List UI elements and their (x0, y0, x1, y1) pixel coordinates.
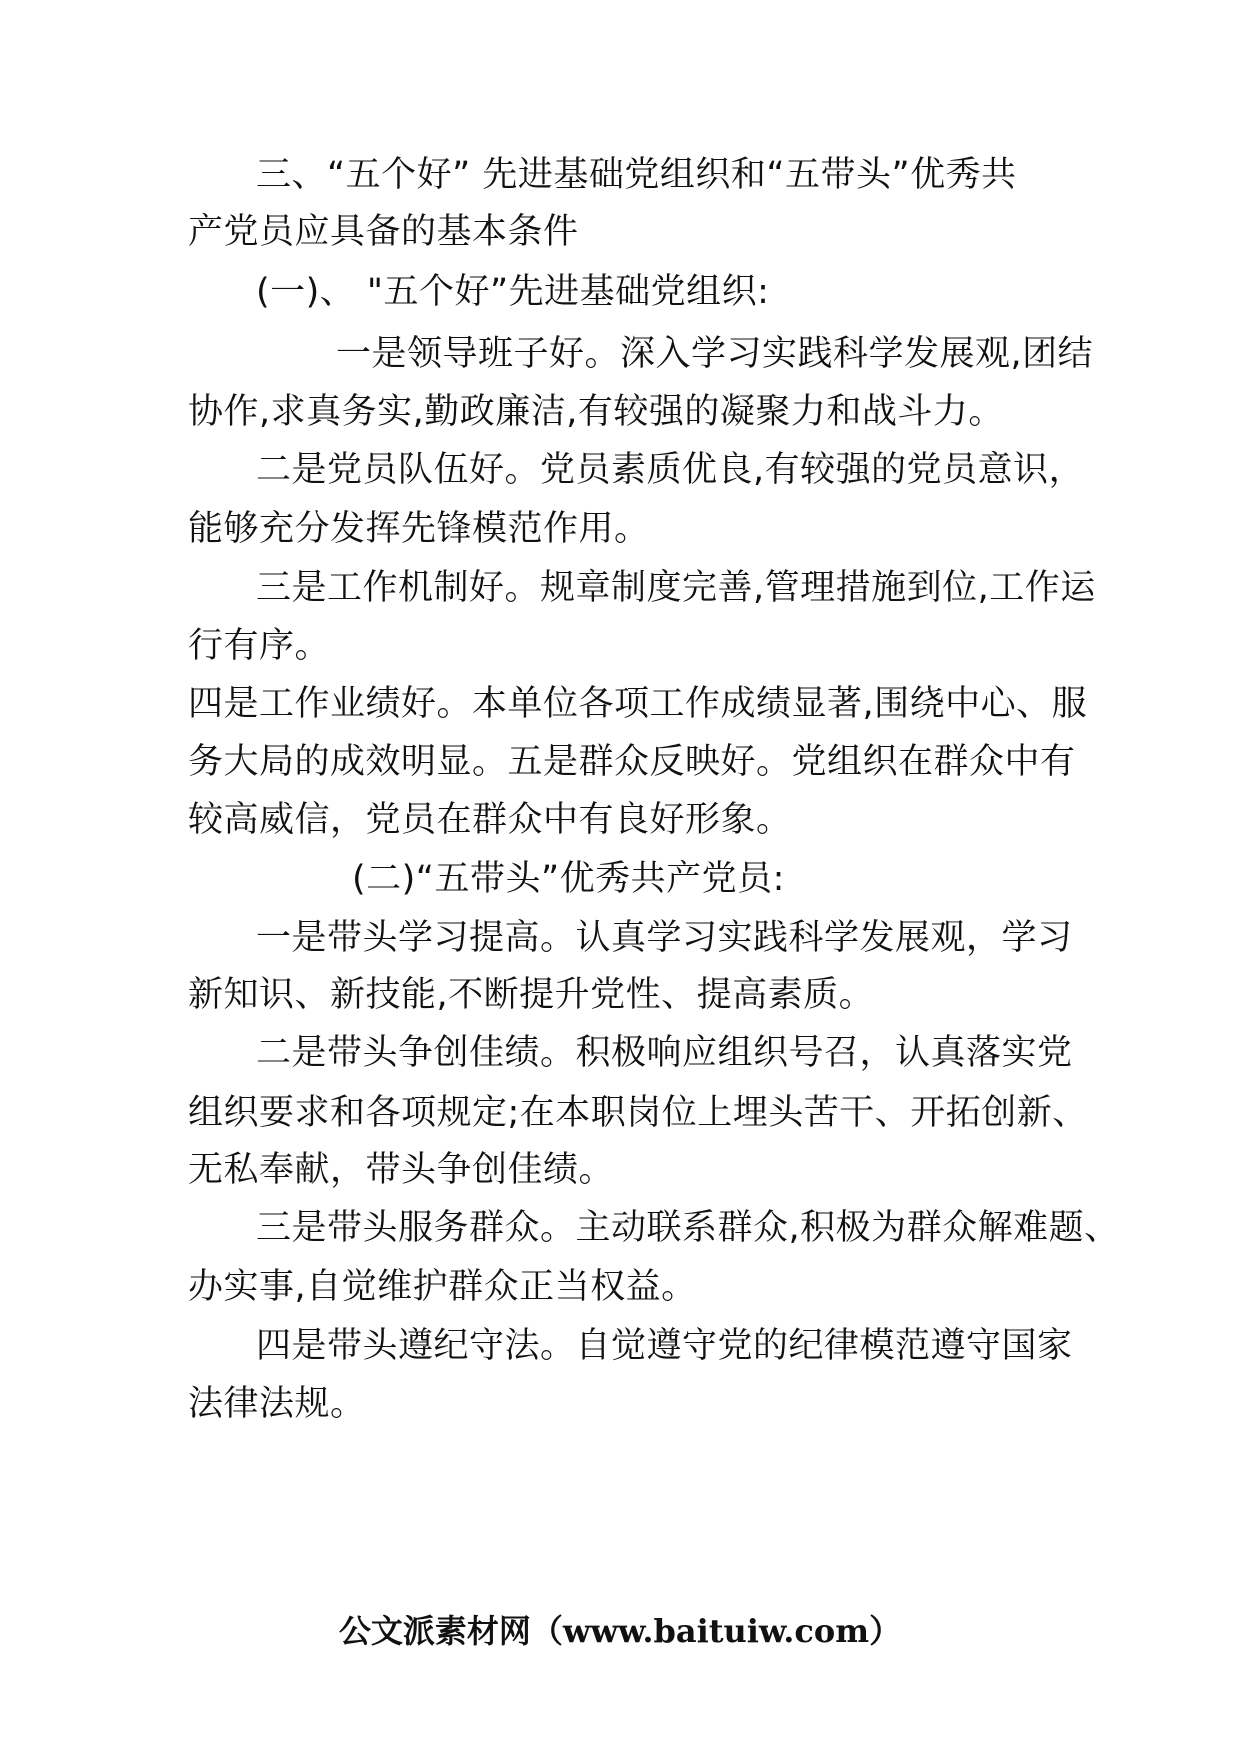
paragraph-line: 四是带头遵纪守法。自觉遵守党的纪律模范遵守国家 (256, 1326, 1073, 1366)
paragraph-line: 组织要求和各项规定;在本职岗位上埋头苦干、开拓创新、 (188, 1093, 1088, 1133)
paragraph-line: 二是带头争创佳绩。积极响应组织号召，认真落实党 (256, 1033, 1073, 1073)
paragraph-line: 一是领导班子好。深入学习实践科学发展观,团结 (336, 334, 1094, 374)
paragraph-line: 法律法规。 (188, 1384, 366, 1424)
paragraph-line: 办实事,自觉维护群众正当权益。 (188, 1267, 697, 1307)
paragraph-line: 三是工作机制好。规章制度完善,管理措施到位,工作运 (256, 568, 1096, 608)
paragraph-line: 四是工作业绩好。本单位各项工作成绩显著,围绕中心、服 (188, 684, 1088, 724)
subsection-heading-2: (二)“五带头”优秀共产党员: (352, 859, 785, 899)
paragraph-line: 三是带头服务群众。主动联系群众,积极为群众解难题、 (256, 1208, 1120, 1248)
section-heading-line-1: 三、“五个好” 先进基础党组织和“五带头”优秀共 (256, 155, 1017, 195)
paragraph-line: 无私奉献，带头争创佳绩。 (188, 1150, 615, 1190)
subsection-heading-1: (一)、 "五个好”先进基础党组织: (256, 272, 770, 312)
paragraph-line: 一是带头学习提高。认真学习实践科学发展观，学习 (256, 918, 1073, 958)
paragraph-line: 较高威信，党员在群众中有良好形象。 (188, 800, 792, 840)
paragraph-line: 能够充分发挥先锋模范作用。 (188, 509, 650, 549)
footer-source: 公文派素材网（www.baituiw.com） (338, 1612, 902, 1650)
paragraph-line: 协作,求真务实,勤政廉洁,有较强的凝聚力和战斗力。 (188, 392, 1004, 432)
paragraph-line: 务大局的成效明显。五是群众反映好。党组织在群众中有 (188, 742, 1076, 782)
section-heading-line-2: 产党员应具备的基本条件 (188, 212, 579, 252)
paragraph-line: 新知识、新技能,不断提升党性、提高素质。 (188, 975, 875, 1015)
paragraph-line: 二是党员队伍好。党员素质优良,有较强的党员意识， (256, 450, 1085, 490)
paragraph-line: 行有序。 (188, 626, 331, 666)
